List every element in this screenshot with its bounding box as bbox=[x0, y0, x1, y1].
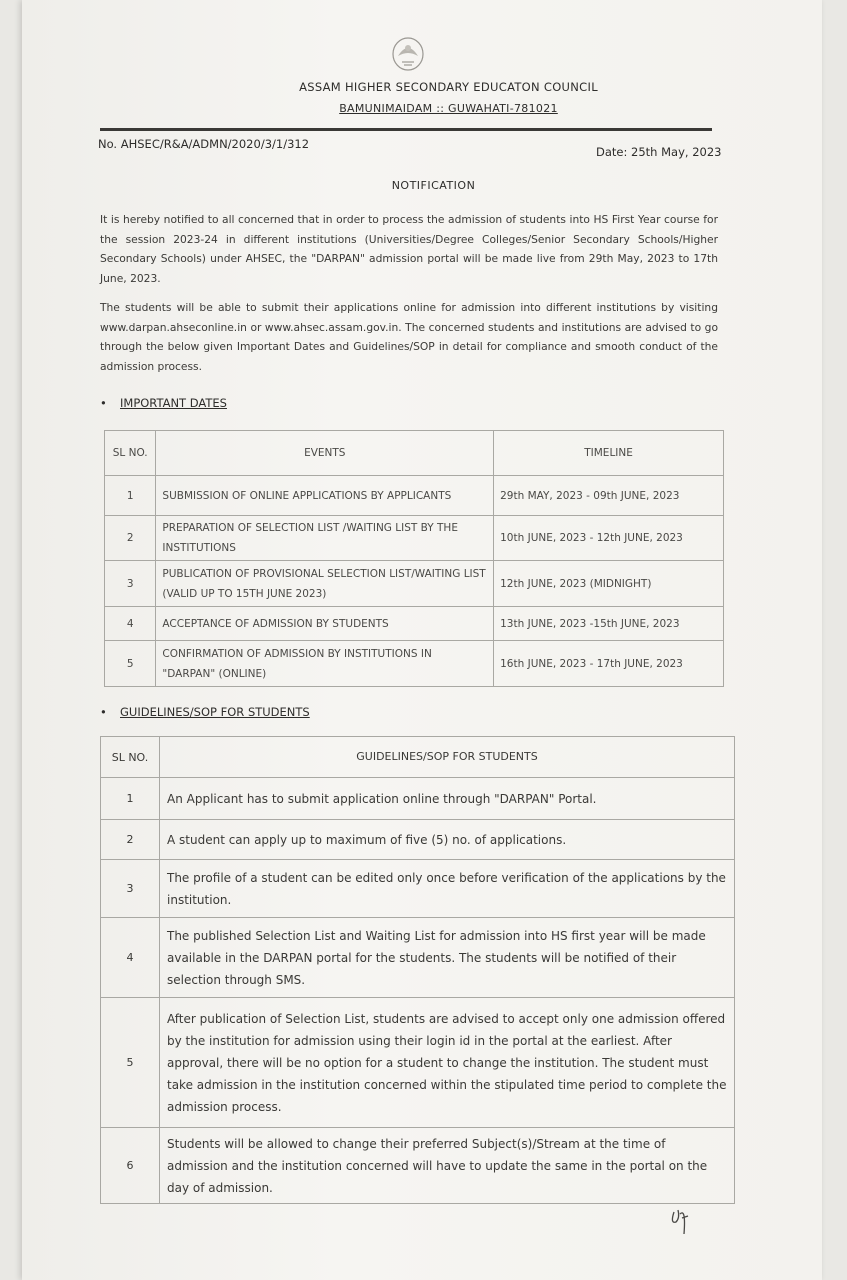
council-address: BAMUNIMAIDAM :: GUWAHATI-781021 bbox=[339, 102, 558, 115]
timeline-cell: 13th JUNE, 2023 -15th JUNE, 2023 bbox=[494, 607, 724, 641]
event-cell: PREPARATION OF SELECTION LIST /WAITING LIST BY THE INSTITUTIONS bbox=[156, 516, 494, 561]
notice-title: NOTIFICATION bbox=[391, 179, 476, 192]
notice-date: Date: 25th May, 2023 bbox=[596, 145, 722, 159]
table-row bbox=[101, 918, 735, 998]
guideline-cell: After publication of Selection List, students are advised to accept only one admission offered by the institution for admission using their login id in the portal at the earliest. After approval, there will be no option for a student to change the institution. The student must take admission in the institution concerned within the stipulated time period to complete the admission process. bbox=[160, 998, 735, 1128]
timeline-cell: 16th JUNE, 2023 - 17th JUNE, 2023 bbox=[494, 641, 724, 687]
sl-cell: 5 bbox=[105, 641, 156, 687]
header-divider bbox=[100, 128, 712, 131]
sl-cell: 2 bbox=[101, 820, 160, 860]
sl-cell: 6 bbox=[101, 1128, 160, 1204]
important-dates-table bbox=[104, 430, 724, 687]
initials-signature bbox=[668, 1204, 694, 1238]
sl-cell: 2 bbox=[105, 516, 156, 561]
important-dates-heading-text: IMPORTANT DATES bbox=[120, 396, 227, 410]
table-row bbox=[101, 860, 735, 918]
event-cell: SUBMISSION OF ONLINE APPLICATIONS BY APPLICANTS bbox=[156, 476, 494, 516]
timeline-cell: 12th JUNE, 2023 (MIDNIGHT) bbox=[494, 561, 724, 607]
guideline-cell: The published Selection List and Waiting List for admission into HS first year will be made available in the DARPAN portal for the students. The students will be notified of their selection through SMS. bbox=[160, 918, 735, 998]
council-emblem-icon bbox=[390, 34, 426, 74]
paragraph-1: It is hereby notified to all concerned that in order to process the admission of students into HS First Year course for the session 2023-24 in different institutions (Universities/Degree Colleges/Senior Secondary Schools/Higher Secondary Schools) under AHSEC, the "DARPAN" admission portal will be made live from 29th May, 2023 to 17th June, 2023. bbox=[100, 213, 718, 285]
timeline-cell: 29th MAY, 2023 - 09th JUNE, 2023 bbox=[494, 476, 724, 516]
col-guideline: GUIDELINES/SOP FOR STUDENTS bbox=[160, 737, 735, 778]
table-row bbox=[105, 476, 724, 516]
sl-cell: 3 bbox=[101, 860, 160, 918]
council-name: ASSAM HIGHER SECONDARY EDUCATON COUNCIL bbox=[299, 80, 598, 94]
sl-cell: 1 bbox=[105, 476, 156, 516]
event-cell: PUBLICATION OF PROVISIONAL SELECTION LIST/WAITING LIST (VALID UP TO 15TH JUNE 2023) bbox=[156, 561, 494, 607]
table-row bbox=[105, 641, 724, 687]
important-dates-heading bbox=[100, 396, 227, 410]
table-header-row bbox=[101, 737, 735, 778]
sl-cell: 4 bbox=[101, 918, 160, 998]
table-row bbox=[105, 516, 724, 561]
guideline-cell: Students will be allowed to change their preferred Subject(s)/Stream at the time of admission and the institution concerned will have to update the same in the portal on the day of admission. bbox=[160, 1128, 735, 1204]
col-sl: SL NO. bbox=[101, 737, 160, 778]
guideline-cell: A student can apply up to maximum of five (5) no. of applications. bbox=[160, 820, 735, 860]
sl-cell: 4 bbox=[105, 607, 156, 641]
sl-cell: 5 bbox=[101, 998, 160, 1128]
guidelines-heading bbox=[100, 705, 310, 719]
guidelines-heading-text: GUIDELINES/SOP FOR STUDENTS bbox=[120, 705, 310, 719]
col-sl: SL NO. bbox=[105, 431, 156, 476]
reference-number: No. AHSEC/R&A/ADMN/2020/3/1/312 bbox=[98, 137, 310, 151]
paragraph-2: The students will be able to submit their applications online for admission into different institutions by visiting www.darpan.ahseconline.in or www.ahsec.assam.gov.in. The concerned students and institutions are advised to go through the below given Important Dates and Guidelines/SOP in detail for compliance and smooth conduct of the admission process. bbox=[100, 301, 718, 373]
table-row bbox=[101, 1128, 735, 1204]
bullet-icon: • bbox=[100, 705, 107, 719]
guideline-cell: The profile of a student can be edited only once before verification of the applications by the institution. bbox=[160, 860, 735, 918]
guideline-cell: An Applicant has to submit application online through "DARPAN" Portal. bbox=[160, 778, 735, 820]
timeline-cell: 10th JUNE, 2023 - 12th JUNE, 2023 bbox=[494, 516, 724, 561]
sl-cell: 3 bbox=[105, 561, 156, 607]
table-row bbox=[101, 778, 735, 820]
col-timeline: TIMELINE bbox=[494, 431, 724, 476]
event-cell: CONFIRMATION OF ADMISSION BY INSTITUTIONS IN "DARPAN" (ONLINE) bbox=[156, 641, 494, 687]
sl-cell: 1 bbox=[101, 778, 160, 820]
table-row bbox=[101, 820, 735, 860]
event-cell: ACCEPTANCE OF ADMISSION BY STUDENTS bbox=[156, 607, 494, 641]
table-row bbox=[105, 607, 724, 641]
table-header-row bbox=[105, 431, 724, 476]
table-row bbox=[105, 561, 724, 607]
col-events: EVENTS bbox=[156, 431, 494, 476]
table-row bbox=[101, 998, 735, 1128]
guidelines-table bbox=[100, 736, 735, 1204]
bullet-icon: • bbox=[100, 396, 107, 410]
